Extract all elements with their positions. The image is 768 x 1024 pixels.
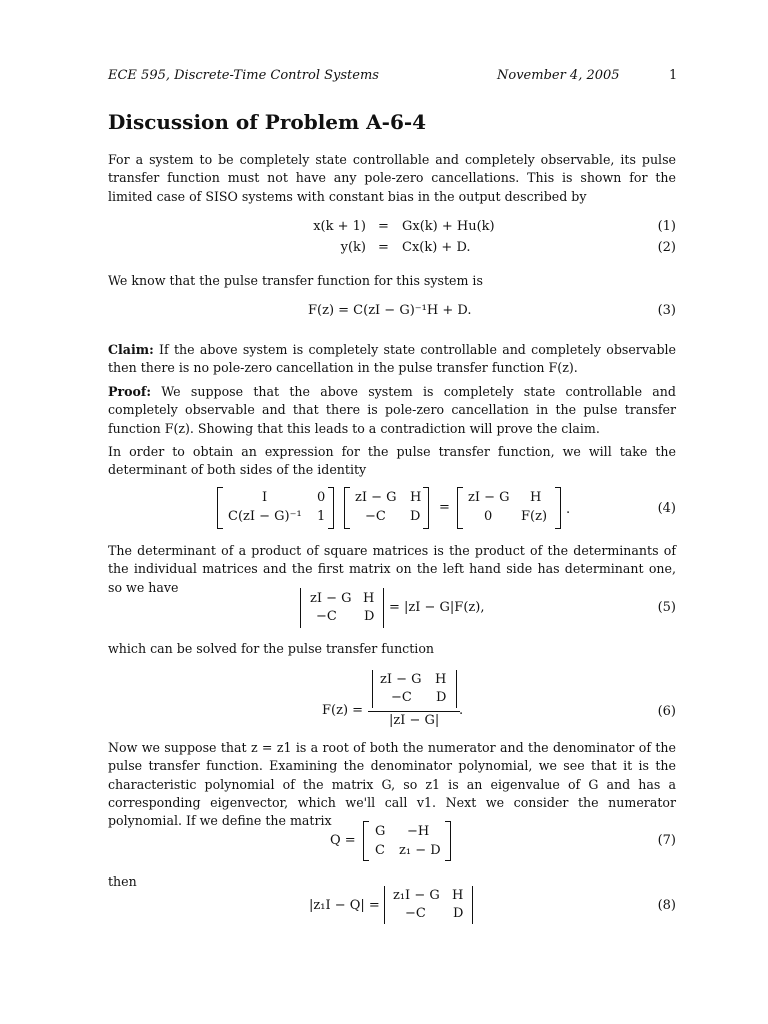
proof-paragraph [108, 383, 676, 438]
eq4-number: (4) [657, 501, 676, 516]
eq4-m1-d: 1 [317, 509, 326, 524]
eq1-number: (1) [657, 219, 676, 234]
eq2-rhs: Cx(k) + D. [402, 240, 471, 255]
eq7-c: C [375, 843, 385, 858]
claim-label: Claim: [108, 342, 154, 357]
determinant-paragraph: The determinant of a product of square matrices is the product of the determinants of the individual matrices and the first matrix on the left hand side has determinant one, so we have [108, 543, 676, 595]
eq7-left-bracket [363, 821, 369, 861]
eq4-m3-right-bracket [555, 487, 561, 529]
eq8-d: D [453, 906, 464, 921]
course-header: ECE 595, Discrete-Time Control Systems [108, 68, 379, 83]
claim-paragraph [108, 341, 676, 378]
eq7-right-bracket [445, 821, 451, 861]
eq8-a: z₁I − G [393, 888, 440, 903]
order-paragraph: In order to obtain an expression for the pulse transfer function, we will take the determinant of both sides of the identity [108, 444, 676, 478]
eq4-equals: = [439, 500, 450, 515]
eq3: F(z) = C(zI − G)⁻¹H + D. [308, 303, 472, 318]
eq4-m1-right-bracket [328, 487, 334, 529]
eq4-m3-c: 0 [484, 509, 493, 524]
eq6-c: −C [391, 690, 412, 705]
eq8-number: (8) [657, 898, 676, 913]
eq4-m1-b: 0 [317, 490, 326, 505]
page-number: 1 [669, 68, 678, 83]
eq6-b: H [435, 672, 447, 687]
eq2-rel: = [378, 240, 389, 255]
eq4-m1-c: C(zI − G)⁻¹ [228, 509, 302, 524]
know-paragraph: We know that the pulse transfer function for this system is [108, 273, 483, 288]
eq2-lhs: y(k) [340, 240, 366, 255]
eq4-m3-d: F(z) [521, 509, 548, 524]
eq7-d: z₁ − D [399, 843, 441, 858]
eq5-rhs: = |zI − G|F(z), [389, 600, 485, 615]
proof-text: We suppose that the above system is completely state controllable and completely observable and that there is pole-zero cancellation in the pulse transfer function F(z). Showing that this leads to a contradiction will prove the claim. [108, 384, 676, 436]
eq4-m2-b: H [410, 490, 422, 505]
eq4-m3-left-bracket [457, 487, 463, 529]
eq8-b: H [452, 888, 464, 903]
now-paragraph: Now we suppose that z = z1 is a root of both the numerator and the denominator of the pulse transfer function. Examining the denominator polynomial, we see that it is the characteristic polynomial of the matrix G, so z1 is an eigenvalue of G and has a corresponding eigenvector, which we'll call v1. Next we consider the numerator polynomial. If we define the matrix [108, 740, 676, 829]
eq4-m2-d: D [410, 509, 421, 524]
eq6-num-left-bar [372, 670, 373, 708]
date-header: November 4, 2005 [497, 68, 620, 83]
eq4-m2-right-bracket [423, 487, 429, 529]
eq4-m1-left-bracket [217, 487, 223, 529]
eq2-number: (2) [657, 240, 676, 255]
eq5-number: (5) [657, 600, 676, 615]
eq1-rel: = [378, 219, 389, 234]
eq4-m2-a: zI − G [355, 490, 397, 505]
eq1-lhs: x(k + 1) [313, 219, 366, 234]
eq4-m1-a: I [262, 490, 268, 505]
eq6-lhs: F(z) = [322, 703, 364, 718]
eq6-d: D [436, 690, 447, 705]
eq5-a: zI − G [310, 591, 352, 606]
eq8-c: −C [405, 906, 426, 921]
claim-text: If the above system is completely state controllable and completely observable then there is no pole-zero cancellation in the pulse transfer function F(z). [108, 342, 676, 376]
eq4-end: . [566, 502, 571, 517]
eq5-c: −C [316, 609, 337, 624]
eq5-right-bar [383, 588, 384, 628]
eq7-number: (7) [657, 833, 676, 848]
eq7-b: −H [407, 824, 430, 839]
eq6-number: (6) [657, 704, 676, 719]
eq8-lhs: |z₁I − Q| = [309, 898, 380, 913]
eq5-left-bar [300, 588, 301, 628]
eq8-left-bar [384, 886, 385, 924]
eq7-a: G [375, 824, 386, 839]
eq6-end: . [459, 703, 464, 718]
eq4-m2-left-bracket [344, 487, 350, 529]
section-title: Discussion of Problem A-6-4 [108, 110, 427, 134]
eq7-lhs: Q = [330, 833, 356, 848]
then-paragraph: then [108, 874, 137, 889]
eq5-d: D [364, 609, 375, 624]
eq4-m3-a: zI − G [468, 490, 510, 505]
eq4-m3-b: H [530, 490, 542, 505]
eq8-right-bar [472, 886, 473, 924]
eq6-denominator: |zI − G| [389, 713, 440, 728]
eq6-a: zI − G [380, 672, 422, 687]
proof-label: Proof: [108, 384, 151, 399]
eq5-b: H [363, 591, 375, 606]
eq6-num-right-bar [456, 670, 457, 708]
solved-paragraph: which can be solved for the pulse transfer function [108, 641, 435, 656]
eq1-rhs: Gx(k) + Hu(k) [402, 219, 495, 234]
intro-paragraph: For a system to be completely state controllable and completely observable, its pulse transfer function must not have any pole-zero cancellations. This is shown for the limited case of SISO systems with constant bias in the output described by [108, 152, 676, 204]
eq6-fraction-bar [368, 711, 460, 712]
eq4-m2-c: −C [365, 509, 386, 524]
eq3-number: (3) [657, 303, 676, 318]
